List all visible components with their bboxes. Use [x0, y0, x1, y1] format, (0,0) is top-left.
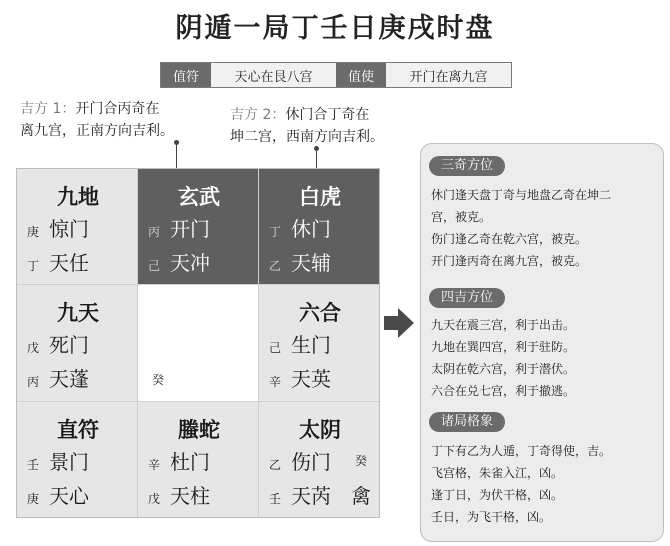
palace-cell-7 [17, 402, 137, 517]
panel-line: 丁下有乙为人遁，丁奇得使，吉。 [431, 444, 612, 458]
star: 天辅 [291, 251, 331, 275]
palace-god: 六合 [299, 301, 341, 326]
panel-line: 九天在震三宫，利于出击。 [431, 318, 576, 332]
panel-line: 壬日，为飞干格，凶。 [431, 510, 552, 524]
door: 死门 [49, 333, 89, 358]
palace-cell-6 [259, 285, 379, 400]
door: 休门 [291, 217, 331, 241]
stem: 壬 [27, 457, 40, 472]
palace-cell-9 [259, 402, 379, 517]
panel-line: 飞宫格，朱雀入江，凶。 [431, 466, 564, 480]
section-head-sanqi: 三奇方位 [429, 156, 505, 176]
palace-cell-2 [138, 169, 258, 284]
auspicious-note-2 [230, 104, 430, 148]
note2-pointer-dot [314, 146, 319, 151]
stem: 乙 [269, 259, 282, 273]
panel-line: 逢丁日，为伏干格，凶。 [431, 488, 564, 502]
star: 天任 [49, 251, 89, 275]
door: 生门 [291, 333, 331, 358]
door: 杜门 [170, 449, 210, 474]
stem: 戊 [148, 491, 161, 506]
star: 天冲 [170, 251, 210, 275]
palace-god: 直符 [57, 417, 99, 442]
stem: 丁 [27, 259, 40, 273]
palace-god: 九地 [57, 185, 99, 209]
palace-grid [16, 168, 380, 518]
center-stem: 癸 [152, 373, 165, 388]
note1-line1: 开门合丙奇在 [75, 101, 160, 117]
stem: 己 [269, 341, 282, 356]
star: 天英 [291, 367, 331, 392]
palace-cell-8 [138, 402, 258, 517]
note2-line1: 休门合丁奇在 [285, 107, 370, 123]
note2-line2: 坤二宫，西南方向吉利。 [230, 129, 384, 145]
auspicious-note-1 [20, 98, 220, 142]
panel-line: 太阴在乾六宫，利于潜伏。 [431, 362, 576, 376]
section-head-siji: 四吉方位 [429, 288, 505, 308]
panel-line: 宫，被克。 [431, 210, 492, 224]
note1-line2: 离九宫，正南方向吉利。 [20, 123, 174, 139]
panel-line: 休门逢天盘丁奇与地盘乙奇在坤二 [431, 188, 612, 202]
stem: 辛 [148, 457, 161, 472]
door: 伤门 [291, 449, 331, 474]
note2-pointer [316, 148, 317, 168]
page-title: 阴遁一局丁壬日庚戌时盘 [175, 13, 495, 44]
section-head-geju: 诸局格象 [429, 412, 505, 432]
info-bar [160, 62, 512, 88]
stem: 庚 [27, 225, 40, 239]
extra-star: 禽 [351, 483, 371, 508]
door: 惊门 [49, 217, 89, 241]
zhishi-value: 开门在离九宫 [386, 63, 511, 87]
palace-god: 螣蛇 [178, 417, 220, 442]
analysis-panel [420, 143, 664, 542]
stem: 壬 [269, 491, 282, 506]
arrow-right-icon [384, 308, 414, 338]
zhifu-value: 天心在艮八宫 [211, 63, 336, 87]
stem: 丙 [27, 375, 40, 390]
zhishi-label: 值使 [336, 63, 386, 87]
note1-pointer-dot [174, 140, 179, 145]
stem: 己 [148, 259, 161, 273]
door: 开门 [170, 217, 210, 241]
stem: 辛 [269, 375, 282, 390]
palace-cell-4 [17, 285, 137, 400]
palace-god: 太阴 [299, 417, 341, 442]
stem: 戊 [27, 341, 40, 356]
palace-god: 白虎 [299, 185, 341, 209]
panel-line: 六合在兑七宫，利于撤逃。 [431, 384, 576, 398]
note2-title: 吉方 2： [230, 107, 286, 123]
note1-pointer [176, 142, 177, 168]
palace-god: 玄武 [178, 185, 220, 209]
panel-line: 伤门逢乙奇在乾六宫，被克。 [431, 232, 588, 246]
extra-stem: 癸 [355, 453, 368, 468]
stem: 丁 [269, 225, 282, 239]
star: 天柱 [170, 483, 210, 508]
palace-cell-1 [17, 169, 137, 284]
palace-cell-5-center [138, 285, 258, 400]
panel-line: 九地在巽四宫，利于驻防。 [431, 340, 576, 354]
palace-cell-3 [259, 169, 379, 284]
panel-line: 开门逢丙奇在离九宫，被克。 [431, 254, 588, 268]
stem: 庚 [27, 491, 40, 506]
star: 天芮 [291, 483, 331, 508]
door: 景门 [49, 449, 89, 474]
star: 天蓬 [49, 367, 89, 392]
stem: 丙 [148, 225, 161, 239]
zhifu-label: 值符 [161, 63, 211, 87]
star: 天心 [49, 483, 89, 508]
stem: 乙 [269, 457, 282, 472]
palace-god: 九天 [57, 301, 99, 326]
note1-title: 吉方 1： [20, 101, 76, 117]
